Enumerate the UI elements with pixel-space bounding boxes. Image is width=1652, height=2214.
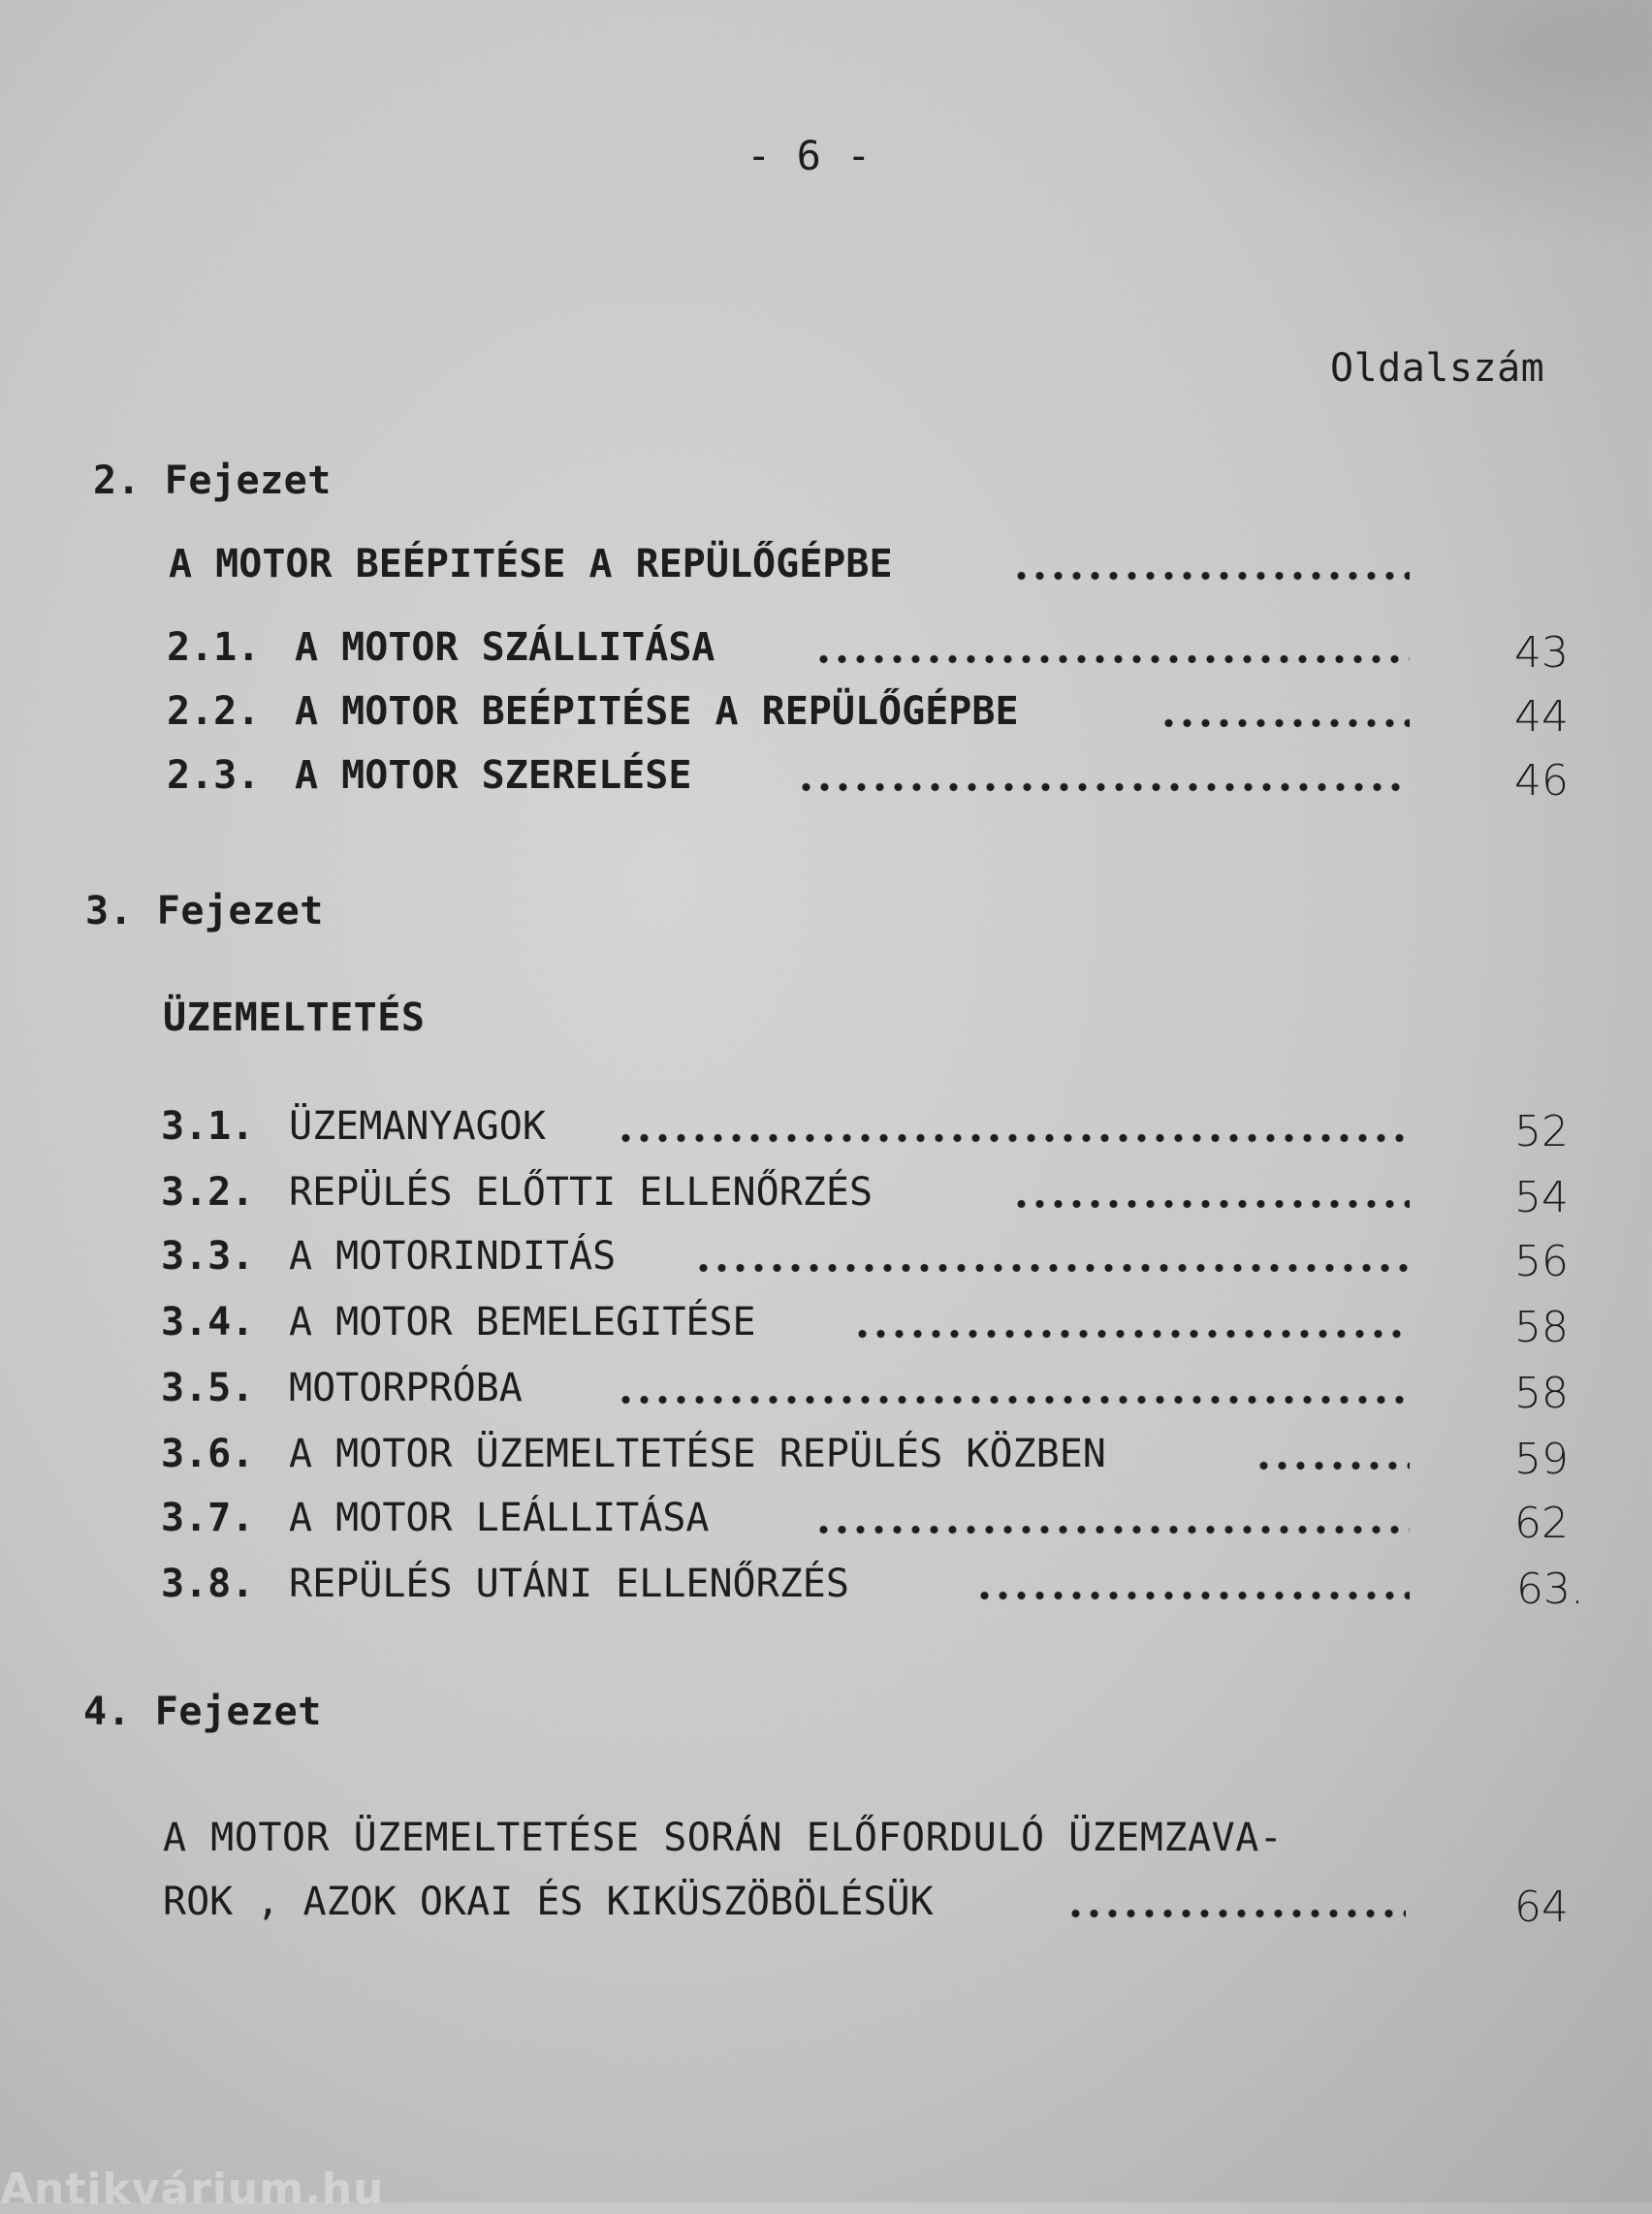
toc-entry-3-8	[0, 1562, 1652, 1614]
leader-dots	[1066, 1909, 1406, 1918]
entry-page: 58	[1514, 1369, 1569, 1418]
chapter-3-title: ÜZEMELTETÉS	[163, 996, 426, 1040]
toc-entry-3-5	[0, 1366, 1652, 1418]
entry-number: 2.1.	[167, 625, 261, 670]
leader-dots	[1012, 571, 1410, 581]
entry-number: 3.4.	[161, 1300, 255, 1344]
leader-dots	[975, 1591, 1410, 1600]
entry-page: 54	[1514, 1173, 1569, 1222]
chapter-4-title-line1: A MOTOR ÜZEMELTETÉSE SORÁN ELŐFORDULÓ ÜZEMZAVA-	[163, 1816, 1284, 1860]
entry-title: A MOTOR LEÁLLITÁSA	[289, 1496, 710, 1540]
entry-page: 64	[1514, 1882, 1569, 1932]
entry-title: REPÜLÉS ELŐTTI ELLENŐRZÉS	[289, 1170, 874, 1215]
entry-number: 3.6.	[161, 1432, 255, 1476]
entry-title: ÜZEMANYAGOK	[289, 1104, 546, 1149]
leader-dots	[814, 654, 1410, 664]
chapter-4-heading: 4. Fejezet	[83, 1690, 322, 1734]
entry-title: MOTORPRÓBA	[289, 1366, 523, 1410]
toc-entry-2-1	[0, 625, 1652, 678]
entry-title: A MOTOR BEMELEGITÉSE	[289, 1300, 756, 1344]
entry-number: 3.7.	[161, 1496, 255, 1540]
chapter-3-heading: 3. Fejezet	[85, 889, 324, 933]
entry-page: 43	[1514, 628, 1569, 678]
toc-entry-2-2	[0, 689, 1652, 742]
watermark: Antikvárium.hu	[0, 2165, 385, 2214]
leader-dots	[853, 1329, 1410, 1339]
leader-dots	[1160, 718, 1410, 728]
entry-title: A MOTOR BEÉPITÉSE A REPÜLŐGÉPBE	[295, 689, 1019, 734]
entry-number: 2.2.	[167, 689, 261, 734]
entry-title: A MOTORINDITÁS	[289, 1234, 617, 1279]
leader-dots	[797, 782, 1410, 792]
entry-page: 62	[1514, 1499, 1569, 1548]
entry-number: 3.3.	[161, 1234, 255, 1279]
entry-page: 52	[1514, 1107, 1569, 1156]
toc-entry-3-6	[0, 1432, 1652, 1484]
chapter-4-title-line2-row	[0, 1882, 1652, 1931]
entry-number: 3.8.	[161, 1562, 255, 1606]
page-number: - 6 -	[747, 132, 872, 179]
entry-title: A MOTOR ÜZEMELTETÉSE REPÜLÉS KÖZBEN	[289, 1432, 1106, 1476]
entry-title: REPÜLÉS UTÁNI ELLENŐRZÉS	[289, 1562, 849, 1606]
leader-dots	[1255, 1461, 1410, 1471]
entry-page: 63.	[1516, 1565, 1584, 1614]
entry-title: A MOTOR SZÁLLITÁSA	[295, 625, 715, 670]
entry-page: 44	[1514, 692, 1569, 742]
toc-entry-3-2	[0, 1170, 1652, 1222]
toc-entry-3-3	[0, 1234, 1652, 1286]
entry-title: A MOTOR SZERELÉSE	[295, 753, 692, 798]
entry-number: 3.5.	[161, 1366, 255, 1410]
toc-entry-3-7	[0, 1496, 1652, 1548]
entry-number: 3.1.	[161, 1104, 255, 1149]
column-header-page-number: Oldalszám	[1330, 346, 1545, 391]
entry-page: 46	[1514, 756, 1569, 806]
toc-entry-2-3	[0, 753, 1652, 806]
entry-page: 56	[1514, 1237, 1569, 1286]
leader-dots	[617, 1395, 1410, 1405]
entry-page: 58	[1514, 1303, 1569, 1352]
entry-number: 3.2.	[161, 1170, 255, 1215]
chapter-4-title-line2: ROK , AZOK OKAI ÉS KIKÜSZÖBÖLÉSÜK	[163, 1880, 934, 1924]
chapter-2-title-row	[0, 542, 1652, 593]
leader-dots	[814, 1525, 1410, 1534]
leader-dots	[1012, 1199, 1410, 1209]
entry-number: 2.3.	[167, 753, 261, 798]
chapter-2-heading: 2. Fejezet	[93, 459, 332, 503]
toc-entry-3-4	[0, 1300, 1652, 1352]
entry-page: 59	[1514, 1435, 1569, 1484]
leader-dots	[617, 1133, 1410, 1143]
paper-shading	[1148, 0, 1652, 252]
leader-dots	[694, 1263, 1410, 1273]
toc-entry-3-1	[0, 1104, 1652, 1156]
chapter-2-title: A MOTOR BEÉPITÉSE A REPÜLŐGÉPBE	[169, 542, 893, 586]
